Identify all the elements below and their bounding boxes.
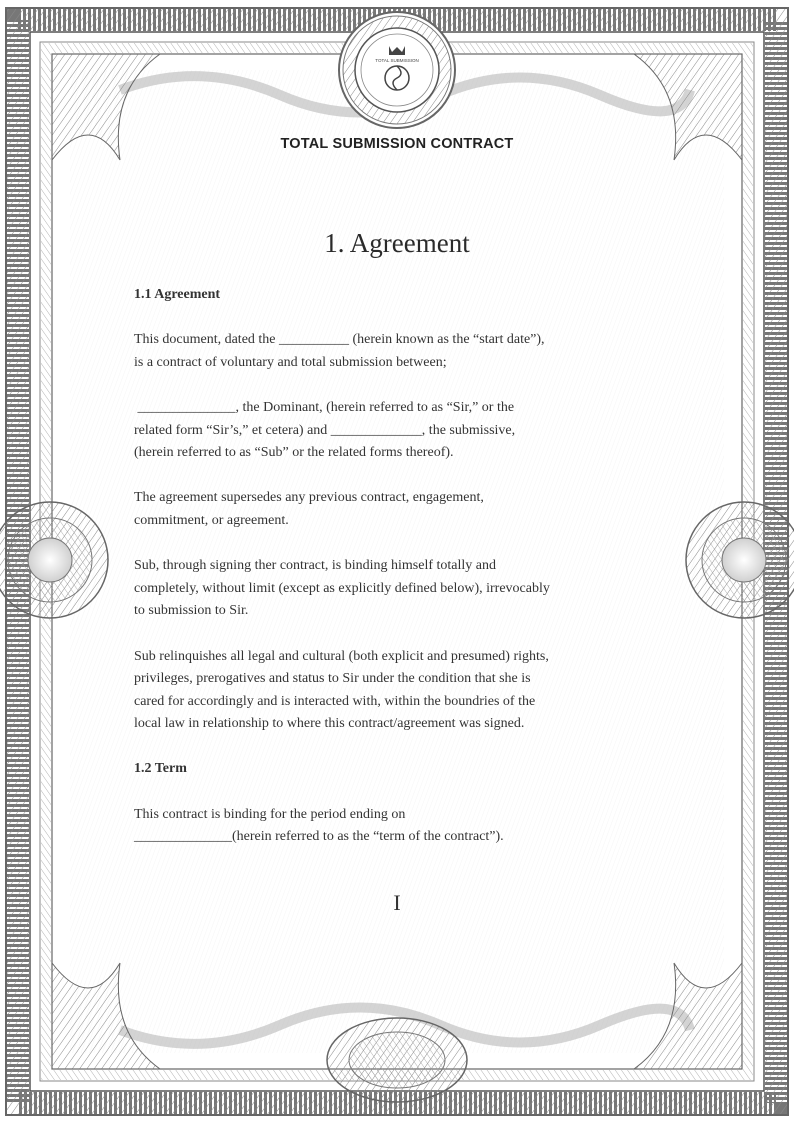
seal-emblem [339,12,455,128]
section-title-term: 1.2 Term [134,761,187,777]
paragraph-relinquish: Sub relinquishes all legal and cultural (both explicit and presumed) rights, privileges, prerogatives and status to Sir under the condition that she is cared for accordingly and is interacted with, within the boundries of the local law in relationship to where this contract/agreement was signed. [134,648,549,732]
contract-title: TOTAL SUBMISSION CONTRACT [280,136,514,152]
section-title-agreement: 1.1 Agreement [134,287,221,302]
paragraph-supersedes: The agreement supersedes any previous contract, engagement, commitment, or agreement. [134,490,484,528]
right-rosette-ornament [686,502,794,618]
paragraph-term: This contract is binding for the period ending on ______________(herein referred to as the “term of the contract”). [134,806,504,845]
paragraph-start-date: This document, dated the __________ (herein known as the “start date”), is a contract of voluntary and total submission between; [134,332,545,370]
paragraph-binding: Sub, through signing ther contract, is binding himself totally and completely, without limit (except as explicitly defined below), irrevocably to submission to Sir. [134,558,550,619]
left-rosette-ornament [0,502,108,618]
contract-body [134,284,674,871]
paragraph-parties: ______________, the Dominant, (herein referred to as “Sir,” or the related form “Sir’s,” et cetera) and _____________, the submissive, (herein referred to as “Sub” or the related forms thereof). [134,399,516,461]
page-number: I [393,890,401,915]
page-heading: 1. Agreement [324,228,470,258]
svg-text:TOTAL SUBMISSION: TOTAL SUBMISSION [375,58,419,63]
